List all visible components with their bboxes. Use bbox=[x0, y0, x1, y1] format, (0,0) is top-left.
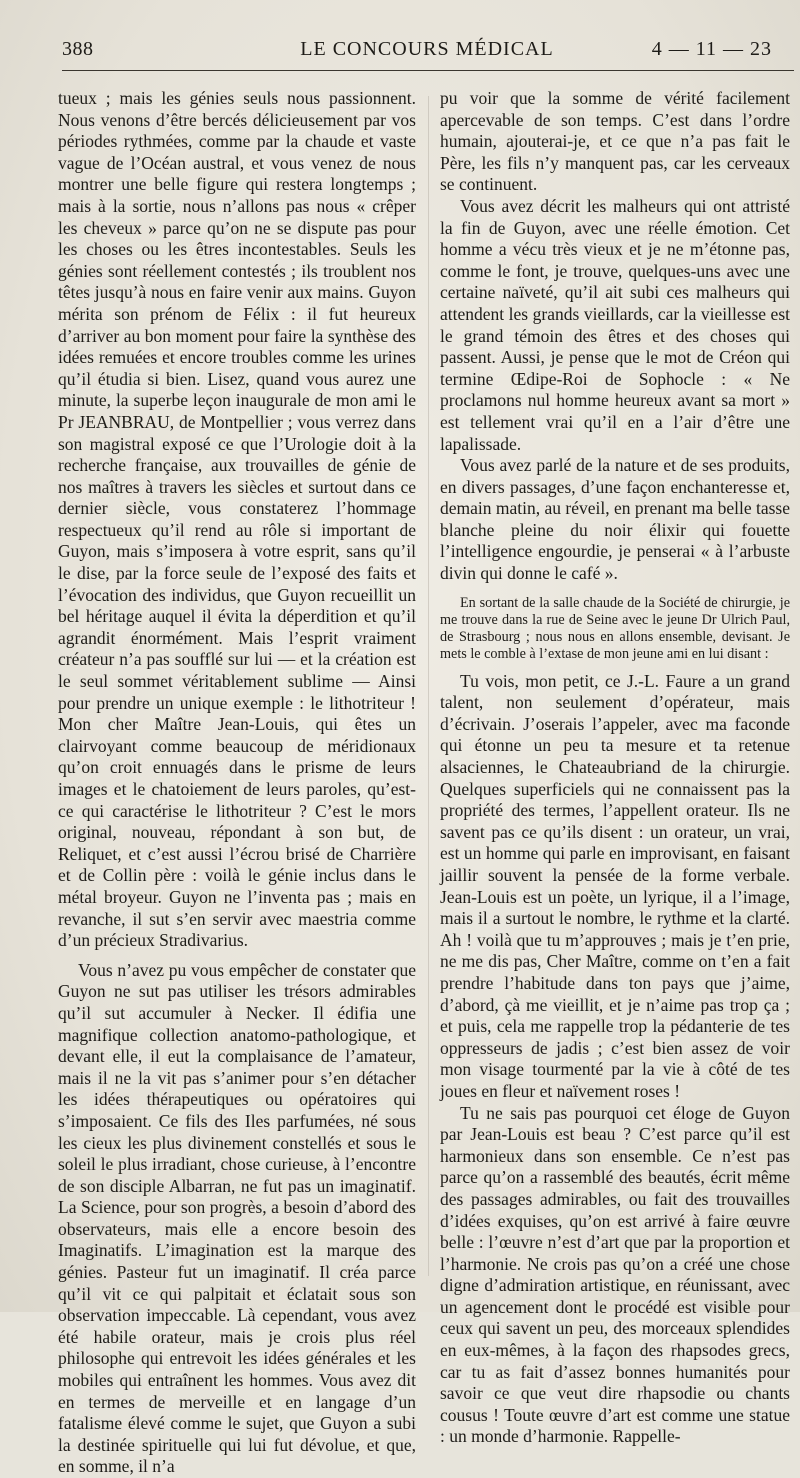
paragraph: Vous avez parlé de la nature et de ses produits, en divers passages, d’une façon enchanteresse et, demain matin, au réveil, en prenant ma belle tasse blanche pleine du noir élixir qui fouette l’intelligence engourdie, je penserai « à l’arbuste divin qui donne le café ». bbox=[440, 455, 790, 584]
narrative-paragraph: En sortant de la salle chaude de la Société de chirurgie, je me trouve dans la rue de Seine avec le jeune Dr Ulrich Paul, de Strasbourg ; nous nous en allons ensemble, devisant. Je mets le comble à l’extase de mon jeune ami en lui disant : bbox=[440, 594, 790, 662]
paragraph: Vous avez décrit les malheurs qui ont attristé la fin de Guyon, avec une réelle émotion. Cet homme a vécu très vieux et je ne m’étonne pas, comme le font, je trouve, quelques-uns avec une certaine naïveté, qu’il ait subi ces malheurs qui attendent les grands vieillards, car la vieillesse est le grand témoin des êtres et des choses qui passent. Aussi, je pense que le mot de Créon qui termine Œdipe-Roi de Sophocle : « Ne proclamons nul homme heureux avant sa mort » est tellement vrai qu’il en a l’air d’être une lapalissade. bbox=[440, 195, 790, 454]
left-column bbox=[58, 88, 416, 1478]
header-rule bbox=[62, 70, 794, 71]
right-column bbox=[440, 88, 790, 1448]
page-number: 388 bbox=[62, 38, 94, 60]
paragraph: Tu vois, mon petit, ce J.-L. Faure a un grand talent, non seulement d’opérateur, mais d’écrivain. J’oserais l’appeler, avec ma faconde qui étonne un peu ta mesure et ta retenue alsaciennes, le Chateaubriand de la chirurgie. Quelques superficiels qui ne connaissent pas la propriété des termes, l’appellent orateur. Ils ne savent pas ce qu’ils disent : un orateur, un vrai, est un homme qui parle en improvisant, en faisant jaillir souvent la pensée de la forme verbale. Jean-Louis est un poète, un lyrique, il a l’image, mais il a surtout le nombre, le rythme et la clarté. Ah ! voilà que tu m’approuves ; mais je t’en prie, ne me dis pas, Cher Maître, comme on t’en a fait prendre l’habitude dans ton pays que j’aime, d’abord, çà me vieillit, et je n’aime pas trop ça ; et puis, cela me rappelle trop la pédanterie de tes oppresseurs de jadis ; c’est bien assez de voir mon visage tourmenté par la vie à côté de tes joues en fleur et naïvement roses ! bbox=[440, 670, 790, 1101]
issue-date: 4 — 11 — 23 bbox=[651, 38, 772, 60]
paragraph: Vous n’avez pu vous empêcher de constater que Guyon ne sut pas utiliser les trésors admirables qu’il sut accumuler à Necker. Il édifia une magnifique collection anatomo-pathologique, et devant elle, il eut la complaisance de l’amateur, mais il ne la vit pas s’animer pour s’en détacher les idées thérapeutiques ou opératoires qui s’imposaient. Ce fils des Iles parfumées, né sous les cieux les plus divinement constellés et sous le soleil le plus irradiant, chose curieuse, à l’encontre de son disciple Albarran, ne fut pas un imaginatif. La Science, pour son progrès, a besoin d’abord des observateurs, mais elle a encore besoin des Imaginatifs. L’imagination est la marque des génies. Pasteur fut un imaginatif. Il créa parce qu’il vit ce qui palpitait et éclatait sous son observation impeccable. Là cependant, vous avez été habile orateur, mais je crois plus réel philosophe qui entrevoit les idées générales et les mobiles qui entraînent les hommes. Vous avez dit en termes de merveille et en langage d’un fatalisme élevé comme le sujet, que Guyon a subi la destinée spirituelle qui lui fut dévolue, et que, en somme, il n’a bbox=[58, 959, 416, 1477]
paragraph: pu voir que la somme de vérité facilement apercevable de son temps. C’est dans l’ordre humain, ajouterai-je, et ce que n’a pas fait le Père, les fils n’y manquent pas, car les cerveaux se continuent. bbox=[440, 88, 790, 195]
paragraph: Tu ne sais pas pourquoi cet éloge de Guyon par Jean-Louis est beau ? C’est parce qu’il est harmonieux dans son ensemble. Ce n’est pas parce qu’on a rassemblé des beautés, écrit même des passages admirables, ou fait des trouvailles d’idées exquises, qu’on est arrivé à faire œuvre belle : l’œuvre n’est d’art que par la proportion et l’harmonie. Ne crois pas qu’on a créé une chose digne d’admiration artistique, en réunissant, avec un agencement dont le procédé est visible pour ceux qui savent un peu, des morceaux splendides en eux-mêmes, à la façon des rhapsodes grecs, car tu as fait d’assez bonnes humanités pour savoir ce que veut dire rhapsodie ou chants cousus ! Toute œuvre d’art est comme une statue : un monde d’harmonie. Rappelle- bbox=[440, 1102, 790, 1447]
column-divider bbox=[428, 96, 429, 1276]
paragraph: tueux ; mais les génies seuls nous passionnent. Nous venons d’être bercés délicieusement par vos périodes rythmées, comme par la chaude et vaste vague de l’Océan austral, et vous venez de nous montrer une belle figure qui restera longtemps ; mais à la sortie, nous n’allons pas nous « crêper les cheveux » parce qu’on ne se dispute pas pour les choses ou les êtres incontestables. Seuls les génies sont réellement contestés ; ils troublent nos têtes jusqu’à nous en faire venir aux mains. Guyon mérita son prénom de Félix : il fut heureux d’arriver au bon moment pour faire la synthèse des idées remuées et encore troubles comme les urines qu’il étudia si bien. Lisez, quand vous aurez une minute, la superbe leçon inaugurale de mon ami le Pr JEANBRAU, de Montpellier ; vous verrez dans son magistral exposé ce que l’Urologie doit à la recherche française, aux trouvailles de génie de nos maîtres à travers les siècles et surtout dans ce dernier siècle, vous constaterez l’hommage respectueux qu’il rend au rôle si important de Guyon, mais s’imposera à votre esprit, sans qu’il le dise, par la force seule de l’exposé des faits et l’évocation des individus, que Guyon recueillit un bel héritage auquel il évita la déperdition et qu’il agrandit énormément. Mais l’esprit vraiment créateur n’a pas soufflé sur lui — et la création est le seul sommet véritablement sublime — Ainsi pour prendre un unique exemple : le lithotriteur ! Mon cher Maître Jean-Louis, qui êtes un clairvoyant comme beaucoup de méridionaux qu’on croit ennuagés dans le prisme de leurs images et le chatoiement de leurs paroles, qu’est-ce qui caractérise le lithotriteur ? C’est le mors original, nouveau, répondant à son but, de Reliquet, et c’est aussi l’écrou brisé de Charrière et de Collin père : voilà le génie inclus dans le métal broyeur. Guyon ne l’inventa pas ; mais en revanche, il sut s’en servir avec maestria comme d’un précieux Stradivarius. bbox=[58, 88, 416, 951]
journal-title: LE CONCOURS MÉDICAL bbox=[300, 38, 554, 60]
page-header bbox=[62, 38, 792, 68]
